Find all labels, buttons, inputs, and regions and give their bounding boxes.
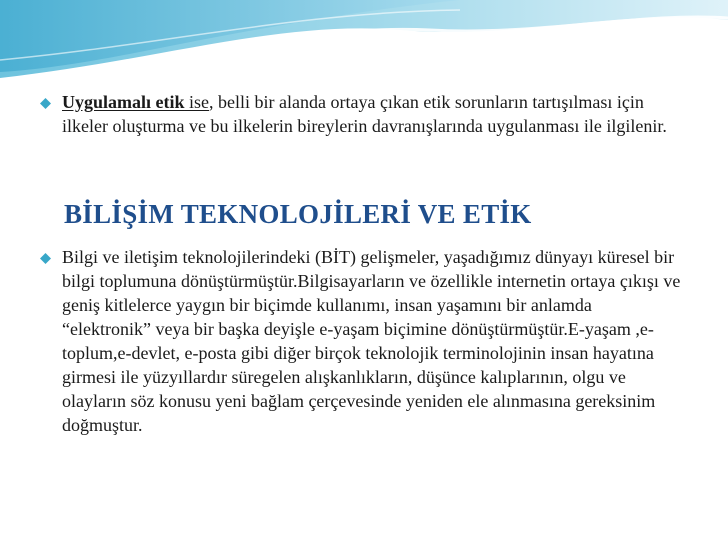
term-applied-ethics: Uygulamalı etik [62,92,185,112]
bullet-item-it-ethics [0,245,700,437]
diamond-bullet-icon [40,98,51,109]
section-heading: BİLİŞİM TEKNOLOJİLERİ VE ETİK [64,199,532,229]
bullet-item-applied-ethics [0,90,700,138]
header-wave-decoration [0,0,728,90]
diamond-bullet-icon [40,253,51,264]
bullet-text-it-ethics: Bilgi ve iletişim teknolojilerindeki (BİT) gelişmeler, yaşadığımız dünyayı küresel bir bilgi toplumuna dönüştürmüştür.Bilgisayarların ve özellikle internetin ortaya çıkışı ve geniş kitlelerce yaygın bir biçimde kullanımı, insan yaşamını bir anlamda “elektronik” veya bir başka deyişle e-yaşam biçimine dönüştürmüştür.E-yaşam ,e-toplum,e-devlet, e-posta gibi diğer birçok teknolojik terminolojinin insan hayatına girmesi ile yüzyıllardır süregelen alışkanlıkların, düşünce kalıplarının, olgu ve olayların söz konusu yeni bağlam çerçevesinde yeniden ele alınmasına gereksinim doğmuştur. [62,247,681,435]
bullet-body: , belli bir alanda ortaya çıkan etik sorunların tartışılması için ilkeler oluşturma ve bu ilkelerin bireylerin davranışlarında uygulanması ile ilgilenir. [62,92,667,136]
bullet-text-applied-ethics [62,90,682,138]
term-tail: ise [184,92,210,112]
